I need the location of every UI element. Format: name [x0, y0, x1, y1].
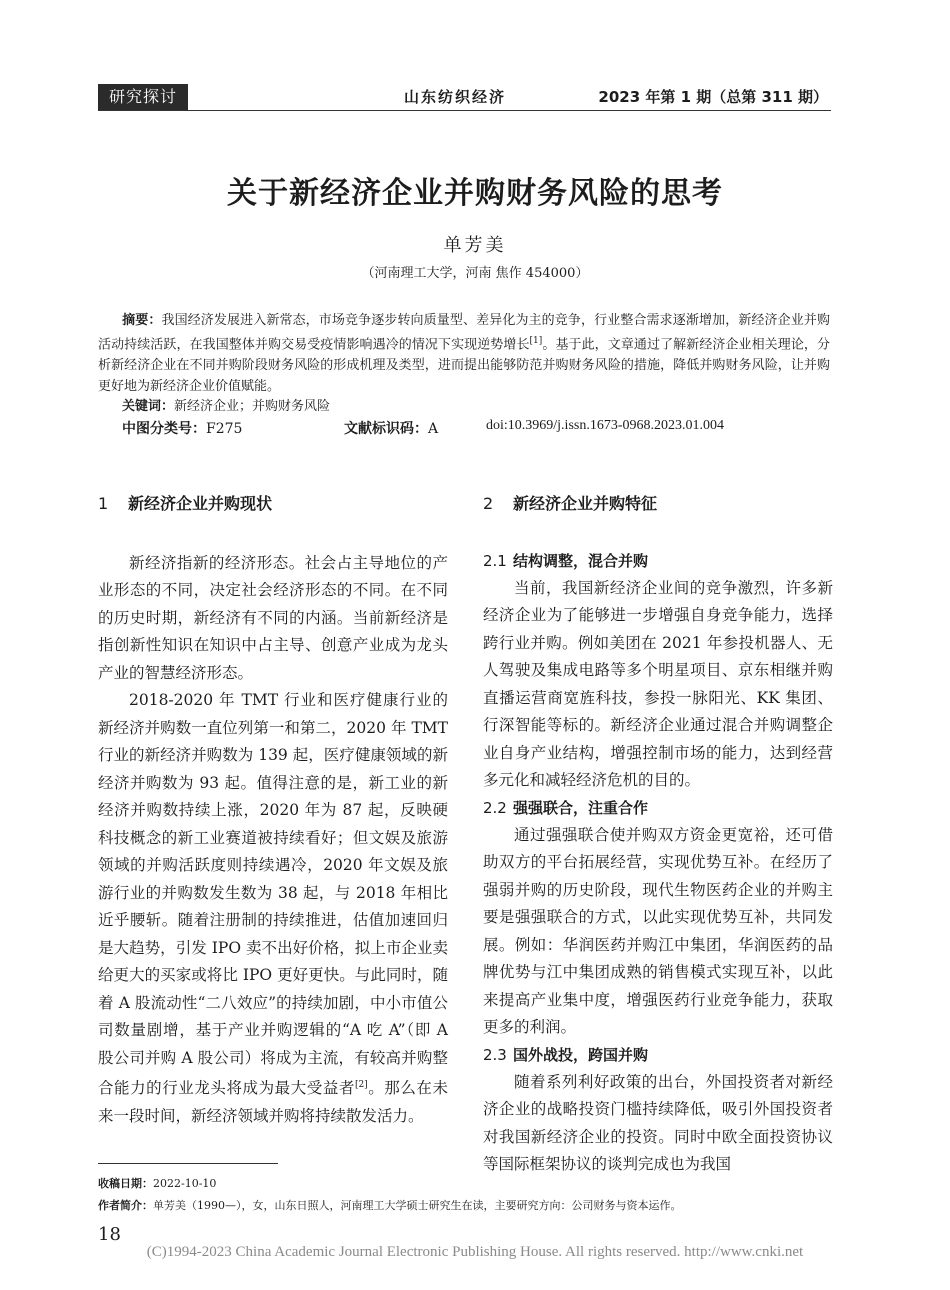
doi-link[interactable]: doi:10.3969/j.issn.1673-0968.2023.01.004: [486, 418, 725, 433]
section-1-paragraph-1: 新经济指新的经济形态。社会占主导地位的产业形态的不同，决定社会经济形态的不同。在不同的历史时期，新经济有不同的内涵。当前新经济是指创新性知识在知识中占主导、创意产业成为龙头产业的智慧经济形态。: [98, 553, 448, 682]
abstract-label: 摘要：: [122, 313, 162, 328]
doc-code-value: A: [428, 421, 439, 437]
copyright-notice: (C)1994-2023 China Academic Journal Electronic Publishing House. All rights reserved. http://www.cnki.net: [146, 1244, 804, 1260]
abstract: [98, 310, 830, 397]
header-rule: [98, 110, 831, 111]
subsection-2-1-number: 2.1: [483, 551, 507, 570]
subsection-2-2-number: 2.2: [483, 798, 507, 817]
abstract-ref[interactable]: [1]: [529, 336, 543, 346]
received-date: [98, 1175, 216, 1191]
section-1-paragraph-2-text: 2018-2020 年 TMT 行业和医疗健康行业的新经济并购数一直位列第一和第二，2020 年 TMT 行业的新经济并购数为 139 起，医疗健康领域的新经济并购数为 93 起。值得注意的是，新工业的新经济并购数持续上涨，2020 年为 87 起，反映硬科技概念的新工业赛道被持续看好；但文娱及旅游领域的并购活跃度则持续遇冷，2020 年文娱及旅游行业的并购数发生数为 38 起，与 2018 年相比近乎腰斩。随着注册制的持续推进，估值加速回归是大趋势，引发 IPO 卖不出好价格，拟上市企业卖给更大的买家或将比 IPO 更好更快。与此同时，随着 A 股流动性“二八效应”的持续加剧，中小市值公司数量剧增，基于产业并购逻辑的“A 吃 A”（即 A 股公司并购 A 股公司）将成为主流，有较高并购整合能力的行业龙头将成为最大受益者: [98, 691, 448, 1098]
abstract-text: 我国经济发展进入新常态，市场竞争逐步转向质量型、差异化为主的竞争，行业整合需求逐渐增加，新经济企业并购活动持续活跃，在我国整体并购交易受疫情影响遇冷的情况下实现逆势增长: [98, 313, 830, 353]
doc-code-label: 文献标识码：: [344, 421, 428, 437]
clc-value: F275: [206, 421, 243, 437]
right-column: [483, 490, 833, 1179]
section-1-ref[interactable]: [2]: [354, 1080, 368, 1090]
subsection-2-2-text: 通过强强联合使并购双方资金更宽裕，还可借助双方的平台拓展经营，实现优势互补。在经历了强弱并购的历史阶段，现代生物医药企业的并购主要是强强联合的方式，以此实现优势互补，共同发展。例如：华润医药并购江中集团，华润医药的品牌优势与江中集团成熟的销售模式实现互补，以此来提高产业集中度，增强医药行业竞争能力，获取更多的利润。: [483, 825, 833, 1036]
author-name: 单芳美: [443, 235, 507, 256]
author-bio-label: 作者简介：: [98, 1199, 153, 1212]
subsection-2-3-text: 随着系列利好政策的出台，外国投资者对新经济企业的战略投资门槛持续降低，吸引外国投资者对我国新经济企业的投资。同时中欧全面投资协议等国际框架协议的谈判完成也为我国: [483, 1072, 833, 1173]
author-affiliation: （河南理工大学，河南 焦作 454000）: [361, 266, 589, 281]
section-2-number: 2: [483, 494, 494, 513]
subsection-2-2-title: 强强联合，注重合作: [513, 798, 649, 817]
subsection-2-3-heading: [483, 1042, 833, 1069]
issue-info: 2023 年第 1 期（总第 311 期）: [598, 88, 828, 106]
journal-name: 山东纺织经济: [404, 88, 507, 106]
author-bio: [98, 1197, 682, 1213]
page-number: 18: [98, 1224, 121, 1245]
subsection-2-2-heading: [483, 795, 833, 822]
section-2-title: 新经济企业并购特征: [513, 494, 658, 513]
keywords: [122, 395, 330, 414]
subsection-2-1-title: 结构调整，混合并购: [513, 551, 649, 570]
footnote-rule: [98, 1163, 278, 1164]
subsection-2-1-text: 当前，我国新经济企业间的竞争激烈，许多新经济企业为了能够进一步增强自身竞争能力，选择跨行业并购。例如美团在 2021 年参投机器人、无人驾驶及集成电路等多个明星项目、京东相继并购直播运营商宽旌科技，参投一脉阳光、KK 集团、行深智能等标的。新经济企业通过混合并购调整企业自身产业结构，增强控制市场的能力，达到经营多元化和减轻经济危机的目的。: [483, 578, 833, 789]
section-tag: 研究探讨: [98, 84, 188, 110]
author-bio-text: 单芳美（1990—），女，山东日照人，河南理工大学硕士研究生在读，主要研究方向：公司财务与资本运作。: [153, 1199, 682, 1212]
section-1-heading: [98, 490, 448, 518]
subsection-2-3-title: 国外战投，跨国并购: [513, 1045, 649, 1064]
subsection-2-3-number: 2.3: [483, 1045, 507, 1064]
subsection-2-1-heading: [483, 548, 833, 575]
section-1-title: 新经济企业并购现状: [128, 494, 273, 513]
section-2-heading: [483, 490, 833, 518]
section-1-paragraph-2-tail: 。那么在未来一段时间，新经济领域并购将持续散发活力。: [98, 1079, 448, 1125]
left-column: [98, 490, 448, 1130]
article-title: 关于新经济企业并购财务风险的思考: [227, 176, 723, 211]
received-label: 收稿日期：: [98, 1177, 153, 1190]
abstract-text-tail: 。基于此，文章通过了解新经济企业相关理论，分析新经济企业在不同并购阶段财务风险的形成机理及类型，进而提出能够防范并购财务风险的措施，降低并购财务风险，让并购更好地为新经济企业价值赋能。: [98, 337, 830, 395]
keywords-text: 新经济企业；并购财务风险: [174, 399, 331, 414]
section-1-paragraph-2: [98, 687, 448, 1130]
classification-line: [122, 418, 725, 438]
clc-label: 中图分类号：: [122, 421, 206, 437]
keywords-label: 关键词：: [122, 399, 175, 414]
section-1-number: 1: [98, 494, 109, 513]
received-value: 2022-10-10: [153, 1177, 217, 1190]
